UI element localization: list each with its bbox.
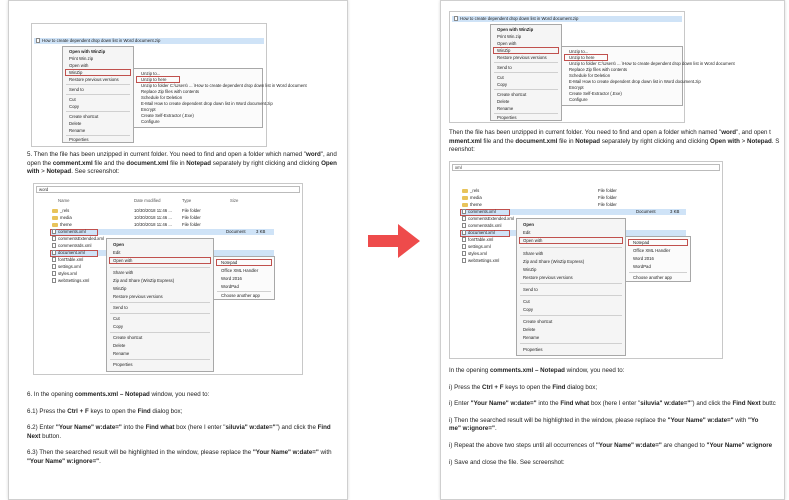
menu-rename[interactable]: Rename xyxy=(523,335,540,340)
menu-restore[interactable]: Restore previous versions xyxy=(497,55,547,60)
menu-cut[interactable]: Cut xyxy=(69,97,76,102)
submenu-configure[interactable]: Configure xyxy=(569,97,588,102)
xml-file-icon xyxy=(52,229,56,234)
list-item[interactable]: settings.xml xyxy=(52,264,81,270)
xml-file-icon xyxy=(52,257,56,262)
folder-icon xyxy=(462,203,468,207)
submenu-unzip-to-folder[interactable]: Unzip to folder C:\Users\ ... \How to create dependent drop down list in Word document xyxy=(569,61,735,66)
menu-open-with[interactable]: Open with xyxy=(69,63,89,68)
list-item[interactable]: document.xml xyxy=(52,250,85,256)
menu-delete[interactable]: Delete xyxy=(497,99,510,104)
list-item[interactable]: commentsExtended.xml xyxy=(462,216,514,222)
list-item[interactable]: theme xyxy=(52,222,72,228)
menu-cut[interactable]: Cut xyxy=(497,75,504,80)
list-item[interactable]: commentsIds.xml xyxy=(462,223,501,229)
step-6-paragraph xyxy=(27,391,339,467)
submenu-unzip-to-folder[interactable]: Unzip to folder C:\Users\ ... \How to create dependent drop down list in Word document xyxy=(141,83,307,88)
submenu-email[interactable]: E-Mail How to create dependent drop down list in Word document.zip xyxy=(141,101,273,106)
list-item[interactable]: media xyxy=(462,195,482,201)
menu-cut[interactable]: Cut xyxy=(113,316,120,321)
menu-copy[interactable]: Copy xyxy=(113,324,124,329)
submenu-unzip-to[interactable]: Unzip to... xyxy=(569,49,589,54)
submenu-notepad[interactable]: Notepad xyxy=(633,240,650,245)
menu-zip-share[interactable]: Zip and Share (WinZip Express) xyxy=(113,278,175,283)
menu-share-with[interactable]: Share with xyxy=(113,270,134,275)
menu-restore[interactable]: Restore previous versions xyxy=(113,294,163,299)
menu-delete[interactable]: Delete xyxy=(69,121,82,126)
list-item[interactable]: settings.xml xyxy=(462,244,491,250)
menu-cut[interactable]: Cut xyxy=(523,299,530,304)
xml-file-icon xyxy=(52,236,56,241)
xml-file-icon xyxy=(462,258,466,263)
right-arrow-icon xyxy=(368,224,420,258)
folder-icon xyxy=(462,196,468,200)
step-6-1: 6.1) Press the Ctrl + F keys to open the Find dialog box; xyxy=(27,407,183,415)
submenu-office-xml[interactable]: Office XML Handler xyxy=(221,268,259,273)
menu-rename[interactable]: Rename xyxy=(113,351,130,356)
list-item[interactable]: _rels xyxy=(462,188,479,194)
winzip-submenu xyxy=(561,46,735,106)
zip-file-row: How to create dependent drop down list in Word document.zip xyxy=(36,38,236,44)
submenu-wordpad[interactable]: WordPad xyxy=(633,264,651,269)
xml-file-icon xyxy=(462,216,466,221)
col-type[interactable]: Type xyxy=(182,198,192,203)
menu-send-to[interactable]: Send to xyxy=(113,305,128,310)
winzip-highlight-box xyxy=(65,69,131,76)
list-item[interactable]: webSettings.xml xyxy=(462,258,499,264)
menu-edit[interactable]: Edit xyxy=(523,230,531,235)
menu-restore[interactable]: Restore previous versions xyxy=(69,77,119,82)
col-date[interactable]: Date modified xyxy=(134,198,161,203)
list-item[interactable]: theme xyxy=(462,202,482,208)
submenu-office-xml[interactable]: Office XML Handler xyxy=(633,248,671,253)
xml-file-icon xyxy=(462,223,466,228)
xml-file-icon xyxy=(52,264,56,269)
submenu-choose-app[interactable]: Choose another app xyxy=(221,293,260,298)
submenu-unzip-here[interactable]: Unzip to here xyxy=(141,77,167,82)
xml-file-icon xyxy=(52,271,56,276)
step-6-paragraph: In the opening comments.xml – Notepad window, you need to: i) Press the Ctrl + F keys to open the Find dialog box; i) Enter "Your Name" w:date=" into the Find what box (here I enter "siluvia" w:date="") and click the Find Next buttc i) Then the searched result will be highlighted in the window, please replace the "Your Name" w:date=" with "Yo me" w:ignore=". i) Repeat the above two steps until all occurrences of "Your Name" w:date=" are changed to "Your Name" w:ignore i) Save and close the file. See screenshot: xyxy=(449,367,776,466)
word-folder-explorer-screenshot: xml _rels File folder media File folder theme File folder comments.xml Document 3 KB commentsExtended.xml commentsIds.xml document.xml fontTable.xml settings.xml styles.xml webSettings.xml Open Edit Open with Share with Zip and Share (WinZip Express) WinZip Restore previous versions Send to Cut Copy Create shortcut Delete Rename Properties Notepad Office XML Handler Word 2016 WordPad Choose another app xyxy=(449,161,723,359)
menu-rename[interactable]: Rename xyxy=(69,128,86,133)
menu-winzip[interactable]: WinZip xyxy=(69,70,83,75)
notepad-highlight-box xyxy=(628,239,688,246)
list-item[interactable]: commentsIds.xml xyxy=(52,243,91,249)
submenu-word[interactable]: Word 2016 xyxy=(633,256,654,261)
submenu-notepad[interactable]: Notepad xyxy=(221,260,238,265)
list-item[interactable]: fontTable.xml xyxy=(52,257,83,263)
menu-create-shortcut[interactable]: Create shortcut xyxy=(69,114,99,119)
xml-file-icon xyxy=(462,244,466,249)
menu-properties[interactable]: Properties xyxy=(497,115,517,120)
menu-winzip[interactable]: WinZip xyxy=(523,267,537,272)
unzip-here-highlight-box xyxy=(136,76,180,83)
menu-create-shortcut[interactable]: Create shortcut xyxy=(523,319,553,324)
list-item[interactable]: document.xml xyxy=(462,230,495,236)
file-context-menu xyxy=(516,218,626,356)
menu-send-to[interactable]: Send to xyxy=(523,287,538,292)
menu-share-with[interactable]: Share with xyxy=(523,251,544,256)
zip-context-menu xyxy=(490,24,562,121)
menu-send-to[interactable]: Send to xyxy=(69,87,84,92)
list-item[interactable]: comments.xml xyxy=(462,209,496,215)
submenu-unzip-here[interactable]: Unzip to here xyxy=(569,55,595,60)
menu-open-with[interactable]: Open with xyxy=(497,41,517,46)
xml-file-icon xyxy=(462,230,466,235)
menu-delete[interactable]: Delete xyxy=(113,343,126,348)
submenu-replace[interactable]: Replace Zip files with contents xyxy=(141,89,200,94)
step-6-2: 6.2) Enter "Your Name" w:date=" into the Find what box (here I enter "siluvia" w:date="") and click the Find Next button. xyxy=(27,424,331,440)
list-item[interactable]: styles.xml xyxy=(52,271,77,277)
menu-open-with-winzip[interactable]: Open with WinZip xyxy=(497,27,534,32)
right-document-page xyxy=(440,0,785,500)
folder-icon xyxy=(52,216,58,220)
zip-context-menu xyxy=(62,46,134,143)
open-with-submenu xyxy=(625,236,691,282)
zip-file-icon xyxy=(36,38,40,43)
menu-winzip[interactable]: WinZip xyxy=(113,286,127,291)
open-with-highlight-box xyxy=(519,237,623,244)
open-with-highlight-box xyxy=(109,257,211,264)
menu-open[interactable]: Open xyxy=(113,242,124,247)
menu-restore[interactable]: Restore previous versions xyxy=(523,275,573,280)
list-item[interactable]: comments.xml xyxy=(52,229,86,235)
xml-file-icon xyxy=(462,251,466,256)
menu-print[interactable]: Print Win.zip xyxy=(69,56,94,61)
list-item[interactable]: media xyxy=(52,215,72,221)
step-6-3: 6.3) Then the searched result will be highlighted in the window, please replace the "Your Name" w:date=" with "Your Name" w:ignore=". xyxy=(27,449,332,465)
left-document-page xyxy=(8,0,348,500)
menu-copy[interactable]: Copy xyxy=(69,104,80,109)
submenu-schedule[interactable]: Schedule for Deletion xyxy=(141,95,183,100)
submenu-self-extractor[interactable]: Create Self-Extractor (.Exe) xyxy=(569,91,622,96)
menu-properties[interactable]: Properties xyxy=(113,362,133,367)
xml-file-icon xyxy=(52,243,56,248)
winzip-context-menu-screenshot xyxy=(31,23,307,147)
step-6-intro: 6. In the opening comments.xml – Notepad window, you need to: xyxy=(27,391,210,398)
col-size[interactable]: Size xyxy=(230,198,239,203)
submenu-email[interactable]: E-Mail How to create dependent drop down list in Word document.zip xyxy=(569,79,701,84)
menu-zip-share[interactable]: Zip and Share (WinZip Express) xyxy=(523,259,585,264)
menu-winzip[interactable]: WinZip xyxy=(497,48,511,53)
menu-send-to[interactable]: Send to xyxy=(497,65,512,70)
menu-properties[interactable]: Properties xyxy=(69,137,89,142)
step-5-paragraph: 5. Then the file has been unzipped in current folder. You need to find and open a folder which named "word", and open the comment.xml file and the document.xml file in Notepad separately by right clicking and clicking Open with > Notepad. See screenshot: xyxy=(27,151,337,176)
folder-icon xyxy=(462,189,468,193)
submenu-schedule[interactable]: Schedule for Deletion xyxy=(569,73,611,78)
menu-delete[interactable]: Delete xyxy=(523,327,536,332)
submenu-wordpad[interactable]: WordPad xyxy=(221,284,239,289)
xml-file-icon xyxy=(462,237,466,242)
list-item[interactable]: webSettings.xml xyxy=(52,278,89,284)
list-item[interactable]: fontTable.xml xyxy=(462,237,493,243)
address-bar[interactable]: word xyxy=(36,186,300,193)
menu-open-with-winzip[interactable]: Open with WinZip xyxy=(69,49,106,54)
file-context-menu xyxy=(106,238,214,372)
open-with-submenu xyxy=(213,256,275,300)
menu-open-with[interactable]: Open with xyxy=(523,238,543,243)
menu-copy[interactable]: Copy xyxy=(523,307,534,312)
submenu-choose-app[interactable]: Choose another app xyxy=(633,275,672,280)
menu-rename[interactable]: Rename xyxy=(497,106,514,111)
winzip-submenu xyxy=(133,68,307,128)
zip-file-row: How to create dependent drop down list in Word document.zip xyxy=(454,16,654,22)
folder-icon xyxy=(52,209,58,213)
unzip-here-highlight-box xyxy=(564,54,608,61)
submenu-encrypt[interactable]: Encrypt xyxy=(569,85,584,90)
list-item[interactable]: commentsExtended.xml xyxy=(52,236,104,242)
menu-open-with[interactable]: Open with xyxy=(113,258,133,263)
list-item[interactable]: styles.xml xyxy=(462,251,487,257)
submenu-encrypt[interactable]: Encrypt xyxy=(141,107,156,112)
submenu-self-extractor[interactable]: Create Self-Extractor (.Exe) xyxy=(141,113,194,118)
folder-icon xyxy=(52,223,58,227)
menu-open[interactable]: Open xyxy=(523,222,534,227)
list-item[interactable]: _rels xyxy=(52,208,69,214)
zip-file-icon xyxy=(454,16,458,21)
notepad-highlight-box xyxy=(216,259,272,266)
step-5-paragraph: Then the file has been unzipped in current folder. You need to find and open a folder which named "word", and open t mment.xml file and the document.xml file in Notepad separately by right clicking and clicking Open with > Notepad. S reenshot: xyxy=(449,129,780,154)
xml-file-icon xyxy=(52,250,56,255)
submenu-configure[interactable]: Configure xyxy=(141,119,160,124)
address-bar[interactable]: xml xyxy=(452,164,720,171)
xml-file-icon xyxy=(462,209,466,214)
menu-copy[interactable]: Copy xyxy=(497,82,508,87)
winzip-context-menu-screenshot xyxy=(449,11,735,123)
menu-edit[interactable]: Edit xyxy=(113,250,121,255)
word-folder-explorer-screenshot: word Name Date modified Type Size _rels 10/30/2018 11:46 ... File folder media 10/30/2018 11:46 ... File folder theme 10/30/2018 11:46 ... File folder comments.xml Document 3 KB commentsExtended.xml commentsIds.xml document.xml fontTable.xml settings.xml styles.xml webSettings.xml Open Edit Open with Share with Zip and Share (WinZip Express) WinZip Restore previous versions Send to Cut Copy Create shortcut Delete Rename Properties Notepad Office XML Handler Word 2016 WordPad Choose another app xyxy=(33,183,303,375)
menu-print[interactable]: Print Win.zip xyxy=(497,34,522,39)
winzip-highlight-box xyxy=(493,47,559,54)
col-name[interactable]: Name xyxy=(58,198,70,203)
xml-file-icon xyxy=(52,278,56,283)
menu-create-shortcut[interactable]: Create shortcut xyxy=(113,335,143,340)
submenu-unzip-to[interactable]: Unzip to... xyxy=(141,71,161,76)
submenu-word[interactable]: Word 2016 xyxy=(221,276,242,281)
menu-create-shortcut[interactable]: Create shortcut xyxy=(497,92,527,97)
menu-properties[interactable]: Properties xyxy=(523,347,543,352)
submenu-replace[interactable]: Replace Zip files with contents xyxy=(569,67,628,72)
